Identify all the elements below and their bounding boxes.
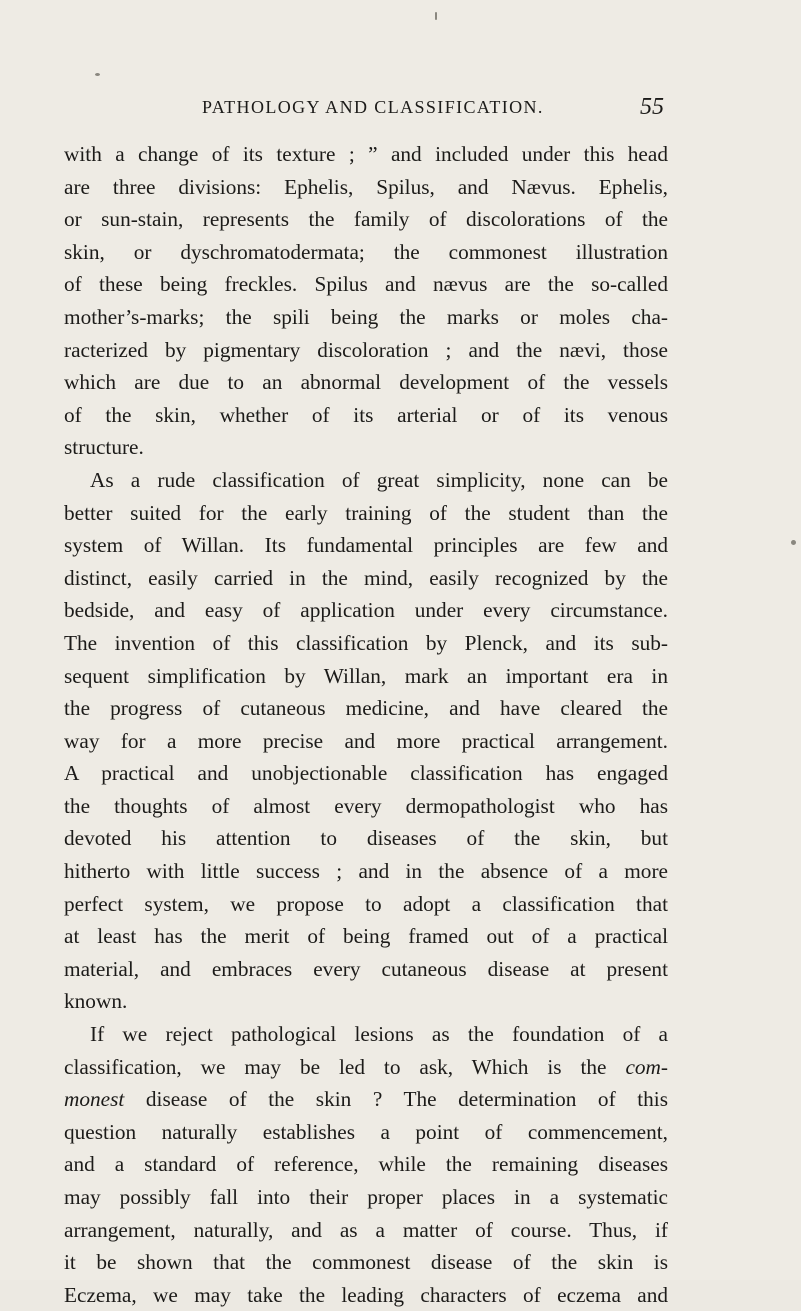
text-line: and a standard of reference, while the remaining diseases <box>64 1152 668 1177</box>
text-line: it be shown that the commonest disease of the skin is <box>64 1250 668 1275</box>
text-line: A practical and unobjectionable classification has engaged <box>64 761 668 786</box>
paper-speck <box>791 540 796 545</box>
paper-speck <box>95 73 100 76</box>
text-line: the progress of cutaneous medicine, and have cleared the <box>64 696 668 721</box>
text-line: As a rude classification of great simplicity, none can be <box>90 467 668 492</box>
text-line: at least has the merit of being framed out of a practical <box>64 924 668 949</box>
text-fragment: disease of the skin ? The determination of this <box>145 1087 668 1112</box>
text-fragment: classification, we may be led to ask, Which is the <box>64 1054 607 1079</box>
text-line: bedside, and easy of application under every circumstance. <box>64 598 668 623</box>
text-line: racterized by pigmentary discoloration ; and the nævi, those <box>64 337 668 362</box>
running-head <box>64 94 664 127</box>
italic-word: com- <box>625 1054 669 1079</box>
text-line: of the skin, whether of its arterial or of its venous <box>64 402 668 427</box>
text-line: Eczema, we may take the leading characters of eczema and <box>64 1282 668 1307</box>
text-line: better suited for the early training of the student than the <box>64 500 668 525</box>
text-line: arrangement, naturally, and as a matter of course. Thus, if <box>64 1217 668 1242</box>
running-head-title: PATHOLOGY AND CLASSIFICATION. <box>202 97 544 117</box>
text-line: may possibly fall into their proper places in a systematic <box>64 1185 668 1209</box>
page-number: 55 <box>640 94 664 120</box>
text-line: system of Willan. Its fundamental principles are few and <box>64 533 668 558</box>
text-line: are three divisions: Ephelis, Spilus, and Nævus. Ephelis, <box>64 174 668 199</box>
text-line: known. <box>64 989 128 1014</box>
text-line: mother’s-marks; the spili being the marks or moles cha- <box>64 304 668 329</box>
text-line: of these being freckles. Spilus and nævus are the so-called <box>64 272 668 297</box>
text-line: hitherto with little success ; and in the absence of a more <box>64 859 668 884</box>
italic-word: monest <box>64 1087 125 1112</box>
text-line: The invention of this classification by Plenck, and its sub- <box>64 630 668 655</box>
text-line: the thoughts of almost every dermopathologist who has <box>64 793 668 818</box>
text-line: skin, or dyschromatodermata; the commonest illustration <box>64 239 668 264</box>
text-line <box>64 1083 668 1116</box>
text-line: or sun-stain, represents the family of discolorations of the <box>64 207 668 232</box>
body-text <box>64 138 668 1311</box>
text-line <box>64 1051 668 1084</box>
text-line: which are due to an abnormal development of the vessels <box>64 370 668 395</box>
text-line: perfect system, we propose to adopt a classification that <box>64 891 668 916</box>
text-line: with a change of its texture ; ” and included under this head <box>64 142 668 166</box>
text-line: If we reject pathological lesions as the foundation of a <box>90 1022 668 1047</box>
text-line: distinct, easily carried in the mind, easily recognized by the <box>64 565 668 590</box>
text-line: question naturally establishes a point of commencement, <box>64 1119 668 1144</box>
text-line: sequent simplification by Willan, mark an important era in <box>64 663 668 688</box>
text-line: structure. <box>64 435 144 460</box>
text-line: way for a more precise and more practical arrangement. <box>64 728 668 753</box>
text-line: material, and embraces every cutaneous disease at present <box>64 956 668 981</box>
paper-speck <box>435 12 437 20</box>
text-line: devoted his attention to diseases of the skin, but <box>64 826 668 851</box>
